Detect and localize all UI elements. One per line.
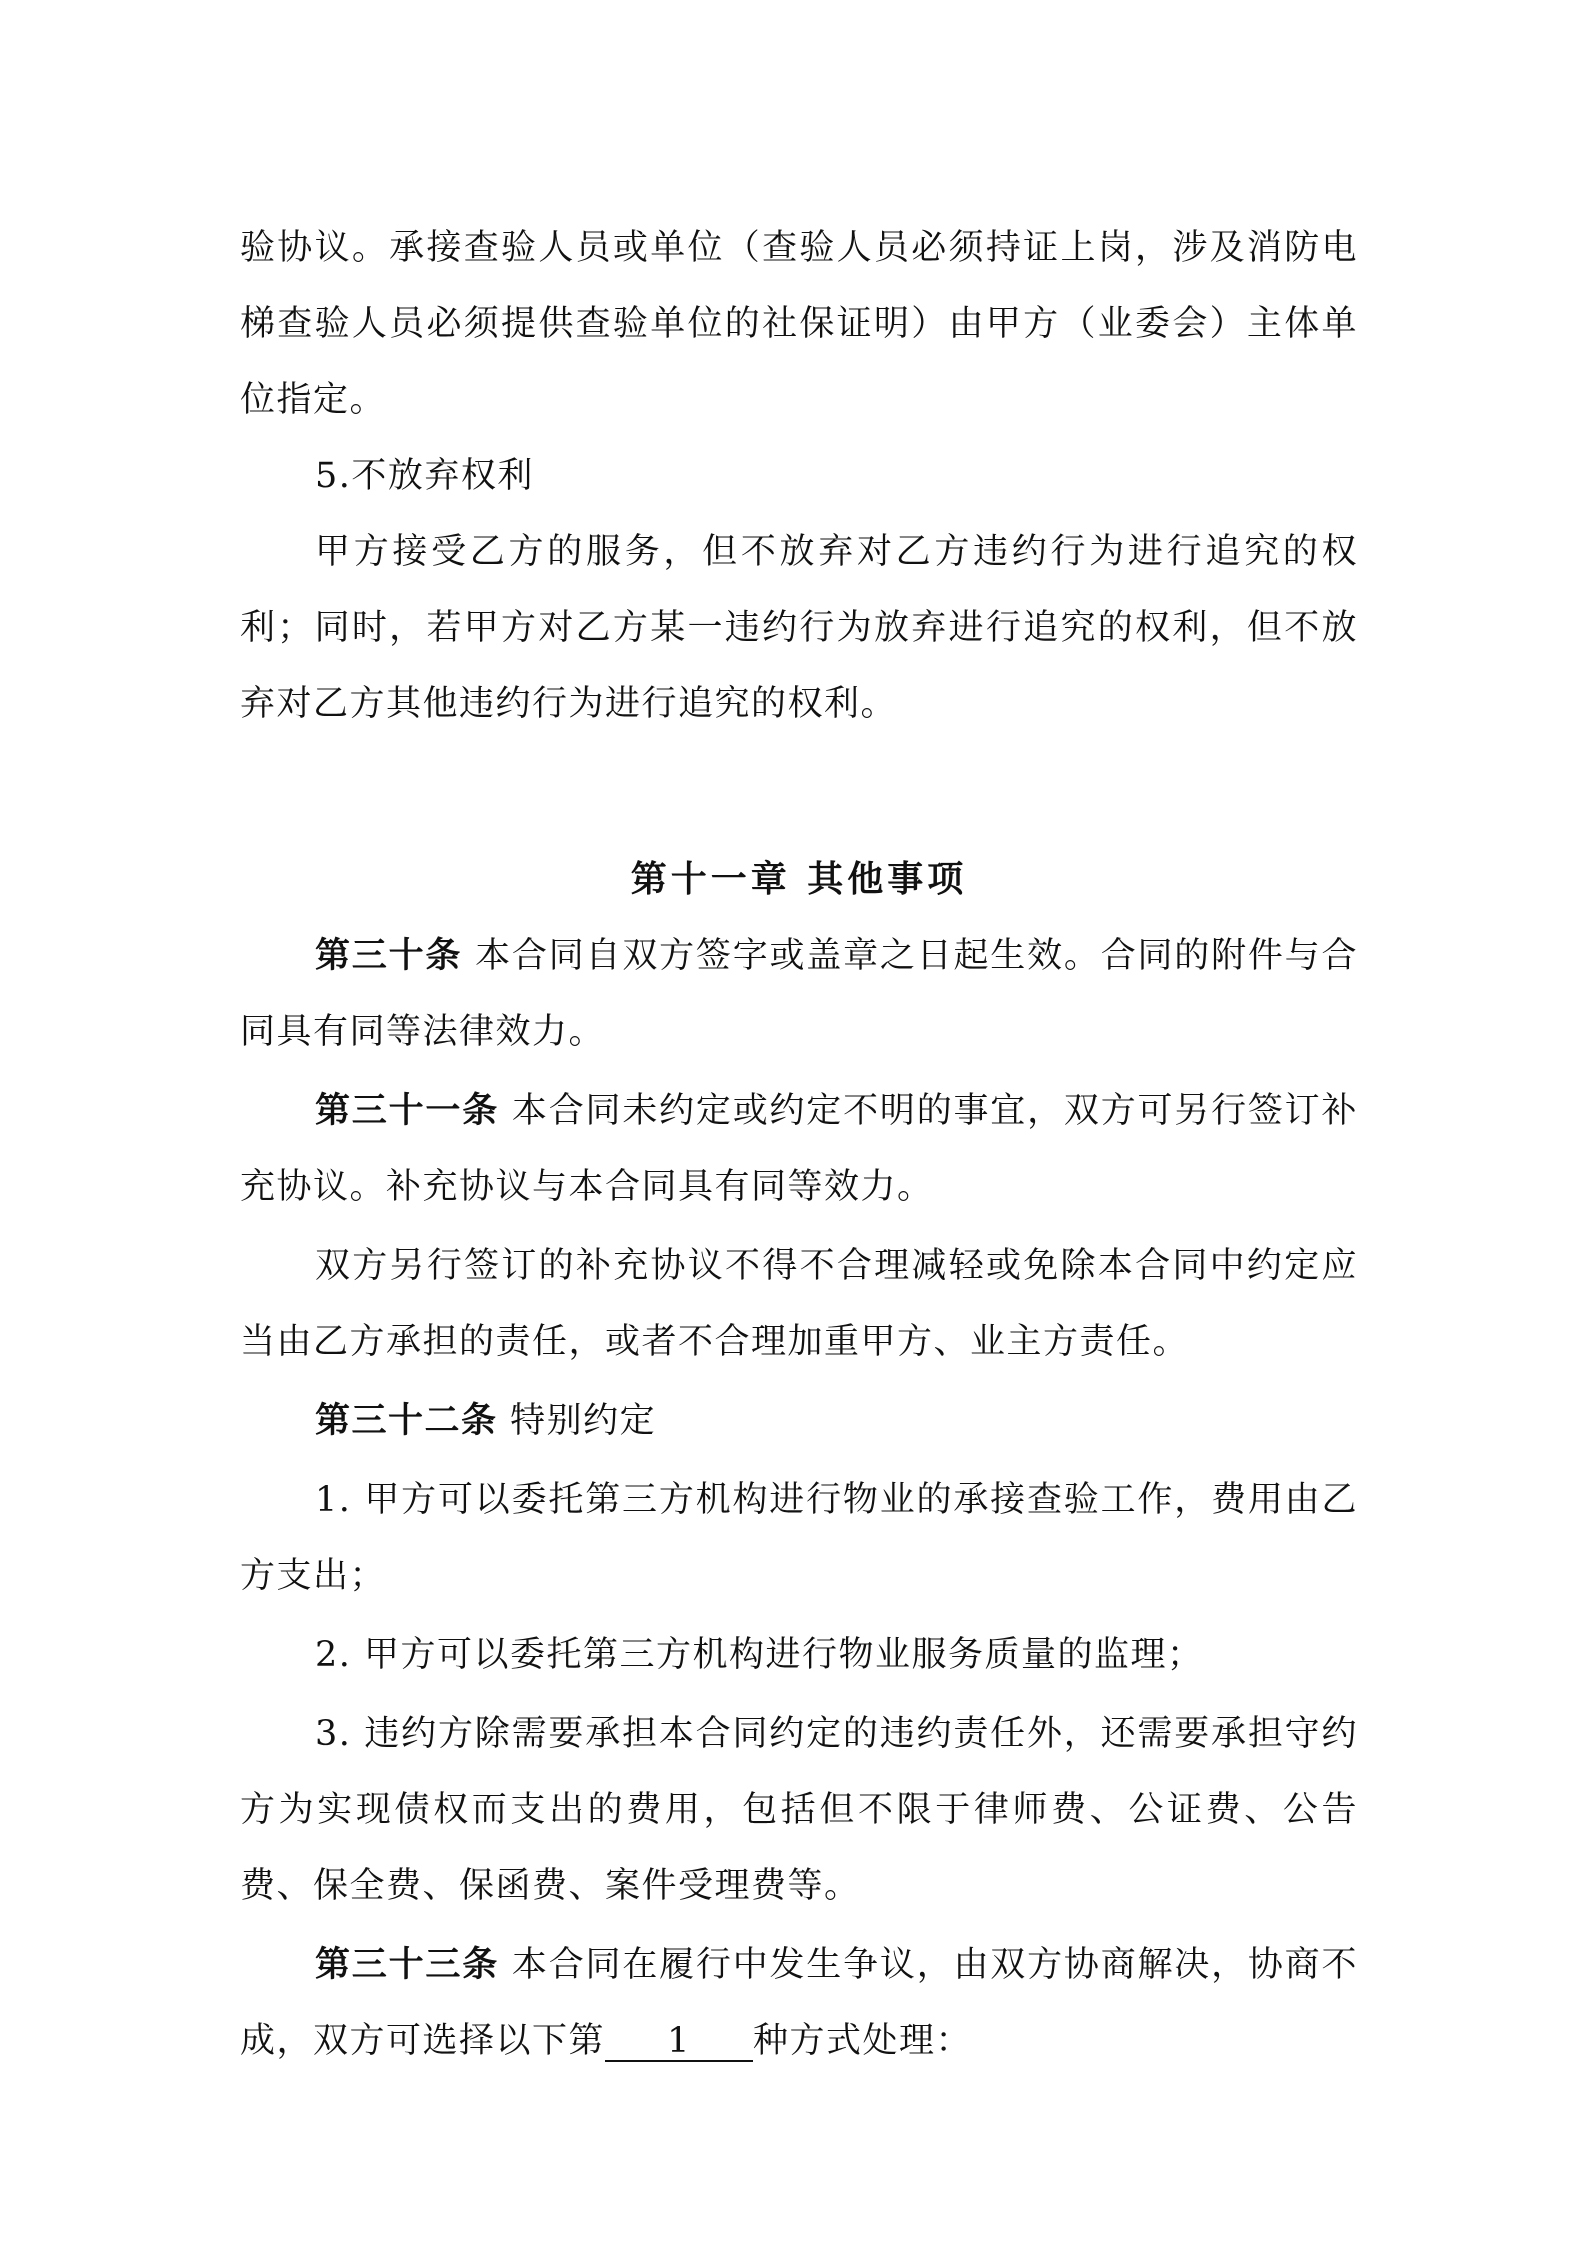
article-32 bbox=[240, 1383, 1358, 1459]
article-31 bbox=[240, 1073, 1358, 1225]
item-5-body: 甲方接受乙方的服务，但不放弃对乙方违约行为进行追究的权利；同时，若甲方对乙方某一违约行为放弃进行追究的权利，但不放弃对乙方其他违约行为进行追究的权利。 bbox=[240, 532, 1358, 724]
article-31-extra: 双方另行签订的补充协议不得不合理减轻或免除本合同中约定应当由乙方承担的责任，或者不合理加重甲方、业主方责任。 bbox=[240, 1246, 1358, 1362]
article-32-item-3: 3. 违约方除需要承担本合同约定的违约责任外，还需要承担守约方为实现债权而支出的费用，包括但不限于律师费、公证费、公告费、保全费、保函费、案件受理费等。 bbox=[240, 1714, 1358, 1906]
article-31-label: 第三十一条 bbox=[315, 1091, 499, 1131]
article-30-label: 第三十条 bbox=[315, 936, 463, 976]
article-32-item-2: 2. 甲方可以委托第三方机构进行物业服务质量的监理； bbox=[315, 1635, 1204, 1675]
article-32-item-1: 1. 甲方可以委托第三方机构进行物业的承接查验工作，费用由乙方支出； bbox=[240, 1480, 1358, 1596]
item-5-heading: 5.不放弃权利 bbox=[315, 456, 534, 496]
document-body bbox=[240, 210, 1358, 2079]
article-31-text: 本合同未约定或约定不明的事宜，双方可另行签订补充协议。补充协议与本合同具有同等效力。 bbox=[240, 1091, 1358, 1207]
article-33-blank-field: 1 bbox=[605, 2022, 753, 2062]
article-33-text-after: 种方式处理： bbox=[753, 2021, 973, 2061]
intro-paragraph: 验协议。承接查验人员或单位（查验人员必须持证上岗，涉及消防电梯查验人员必须提供查验单位的社保证明）由甲方（业委会）主体单位指定。 bbox=[240, 228, 1358, 420]
article-33-label: 第三十三条 bbox=[315, 1945, 499, 1985]
article-33-text-before: 本合同在履行中发生争议，由双方协商解决，协商不成，双方可选择以下第 bbox=[240, 1945, 1358, 2061]
article-30-text: 本合同自双方签字或盖章之日起生效。合同的附件与合同具有同等法律效力。 bbox=[240, 936, 1358, 1052]
article-33 bbox=[240, 1927, 1358, 2079]
article-32-label: 第三十二条 bbox=[315, 1401, 498, 1441]
article-30 bbox=[240, 918, 1358, 1070]
article-32-text: 特别约定 bbox=[497, 1401, 657, 1441]
chapter-title: 第十一章 其他事项 bbox=[630, 859, 968, 900]
